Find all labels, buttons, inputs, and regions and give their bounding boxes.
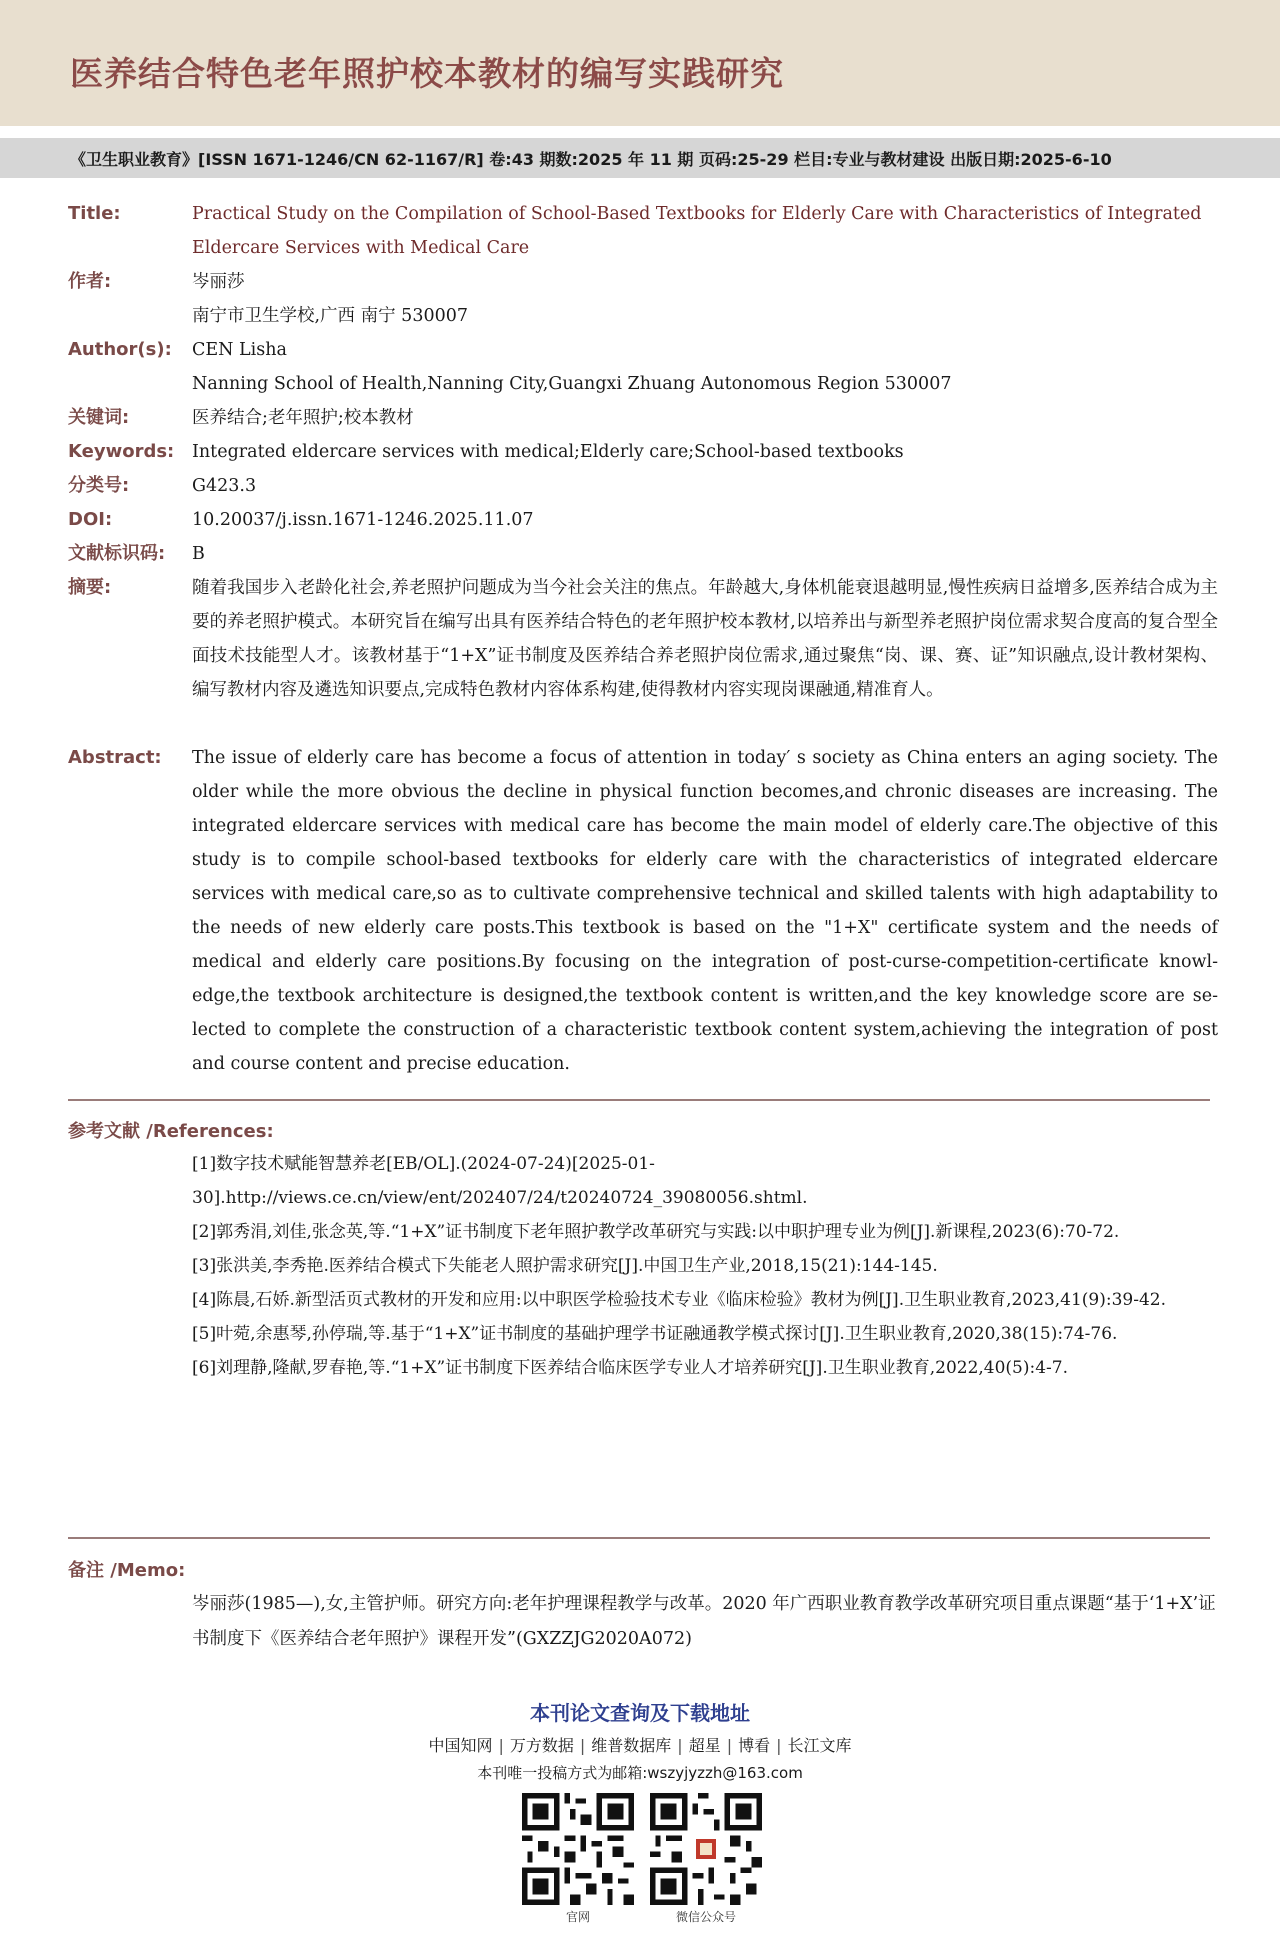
field-author-en [68,333,1218,401]
keywords-cn-label: 关键词: [68,407,130,428]
qr-official-label: 官网 [565,1910,590,1924]
database-link[interactable]: 长江文库 [787,1736,852,1755]
meta-band [0,138,1280,178]
abstract-en-text: The issue of elderly care has become a focus of attention in today′ s society as China enters an aging society. The older while the more obvious the decline in physical function becomes,and chronic diseases are increasing. The integrated eldercare services with medical care has become the main model of elderly care.The objective of this study is to compile school-based textbooks for elderly care with the characteristics of integrated eldercare services with medical care,so as to cultivate comprehensive technical and skilled talents with high adaptability to the needs of new elderly care posts.This textbook is based on the "1+X" certificate system and the needs of medical and elderly care positions.By focusing on the integration of post-curse-competition-certificate knowl-edge,the textbook architecture is designed,the textbook content is written,and the key knowledge score are se-lected to complete the construction of a characteristic textbook content system,achieving the integration of post and course content and precise education. [192,748,1218,1074]
divider [68,1537,1210,1539]
database-link[interactable]: 维普数据库 [591,1736,672,1755]
memo-heading: 备注 /Memo: [68,1560,186,1581]
field-title [68,197,1218,265]
footer-title: 本刊论文查询及下载地址 [530,1701,750,1725]
keywords-cn-value: 医养结合;老年照护;校本教材 [192,408,414,428]
abstract-cn-text: 随着我国步入老龄化社会,养老照护问题成为当今社会关注的焦点。年龄越大,身体机能衰退越明显,慢性疾病日益增多,医养结合成为主要的养老照护模式。本研究旨在编写出具有医养结合特色的老年照护校本教材,以培养出与新型养老照护岗位需求契合度高的复合型全面技术技能型人才。该教材基于“1+X”证书制度及医养结合养老照护岗位需求,通过聚焦“岗、课、赛、证”知识融点,设计教材架构、编写教材内容及遴选知识要点,完成特色教材内容体系构建,使得教材内容实现岗课融通,精准育人。 [192,578,1218,700]
reference-item: [4]陈晨,石娇.新型活页式教材的开发和应用:以中职医学检验技术专业《临床检验》教材为例[J].卫生职业教育,2023,41(9):39-42. [192,1290,1167,1310]
qr-official-site [522,1793,634,1925]
qr-code-icon [650,1793,762,1905]
field-author-cn [68,265,1218,333]
qr-wechat [650,1793,762,1925]
keywords-en-value: Integrated eldercare services with medical;Elderly care;School-based textbooks [192,442,904,462]
reference-item: [3]张洪美,李秀艳.医养结合模式下失能老人照护需求研究[J].中国卫生产业,2018,15(21):144-145. [192,1256,938,1276]
journal-meta: 《卫生职业教育》[ISSN 1671-1246/CN 62-1167/R] 卷:43 期数:2025 年 11 期 页码:25-29 栏目:专业与教材建设 出版日期:2025-6-10 [70,150,1112,169]
abstract-cn-label: 摘要: [68,577,112,598]
title-label: Title: [68,203,121,224]
field-doi [68,503,1218,537]
doc-code-label: 文献标识码: [68,543,166,564]
author-en-label: Author(s): [68,339,172,360]
author-cn-affiliation: 南宁市卫生学校,广西 南宁 530007 [192,306,468,326]
field-keywords-cn [68,401,1218,435]
field-abstract-cn [68,571,1218,707]
qr-wechat-label: 微信公众号 [675,1910,736,1924]
author-cn-name: 岑丽莎 [192,272,245,292]
qr-code-icon [522,1793,634,1905]
doi-label: DOI: [68,509,113,530]
submission-email: 本刊唯一投稿方式为邮箱:wszyjyzzh@163.com [477,1764,803,1782]
database-link[interactable]: 中国知网 [428,1736,493,1755]
title-value: Practical Study on the Compilation of School-Based Textbooks for Elderly Care with Characteristics of Integrated Eldercare Services with Medical Care [192,204,1202,258]
database-list: 中国知网 | 万方数据 | 维普数据库 | 超星 | 博看 | 长江文库 [428,1736,852,1755]
reference-item: [5]叶菀,余惠琴,孙停瑞,等.基于“1+X”证书制度的基础护理学书证融通教学模式探讨[J].卫生职业教育,2020,38(15):74-76. [192,1324,1118,1344]
references-list [192,1147,1222,1385]
field-class [68,469,1218,503]
database-link[interactable]: 博看 [738,1736,771,1755]
class-label: 分类号: [68,475,130,496]
field-abstract-en [68,741,1218,1081]
reference-item: [2]郭秀涓,刘佳,张念英,等.“1+X”证书制度下老年照护教学改革研究与实践:以中职护理专业为例[J].新课程,2023(6):70-72. [192,1222,1120,1242]
database-link[interactable]: 万方数据 [509,1736,574,1755]
doc-code-value: B [192,544,205,564]
field-keywords-en [68,435,1218,469]
keywords-en-label: Keywords: [68,441,175,462]
title-band [0,0,1280,126]
field-doc-code [68,537,1218,571]
author-en-name: CEN Lisha [192,340,287,360]
reference-item: [1]数字技术赋能智慧养老[EB/OL].(2024-07-24)[2025-01-30].http://views.ce.cn/view/ent/202407/24/t20240724_39080056.shtml. [192,1154,808,1208]
doi-value[interactable]: 10.20037/j.issn.1671-1246.2025.11.07 [192,510,534,530]
class-value: G423.3 [192,476,257,496]
abstract-en-label: Abstract: [68,747,162,768]
references-heading: 参考文献 /References: [68,1121,274,1142]
database-link[interactable]: 超星 [688,1736,721,1755]
memo-text: 岑丽莎(1985—),女,主管护师。研究方向:老年护理课程教学与改革。2020 年广西职业教育教学改革研究项目重点课题“基于‘1+X’证书制度下《医养结合老年照护》课程开发”(GXZZJG2020A072) [192,1594,1216,1649]
article-title: 医养结合特色老年照护校本教材的编写实践研究 [70,54,784,93]
divider [68,1099,1210,1101]
reference-item: [6]刘理静,隆献,罗春艳,等.“1+X”证书制度下医养结合临床医学专业人才培养研究[J].卫生职业教育,2022,40(5):4-7. [192,1358,1069,1378]
author-cn-label: 作者: [68,271,112,292]
author-en-affiliation: Nanning School of Health,Nanning City,Guangxi Zhuang Autonomous Region 530007 [192,374,952,394]
